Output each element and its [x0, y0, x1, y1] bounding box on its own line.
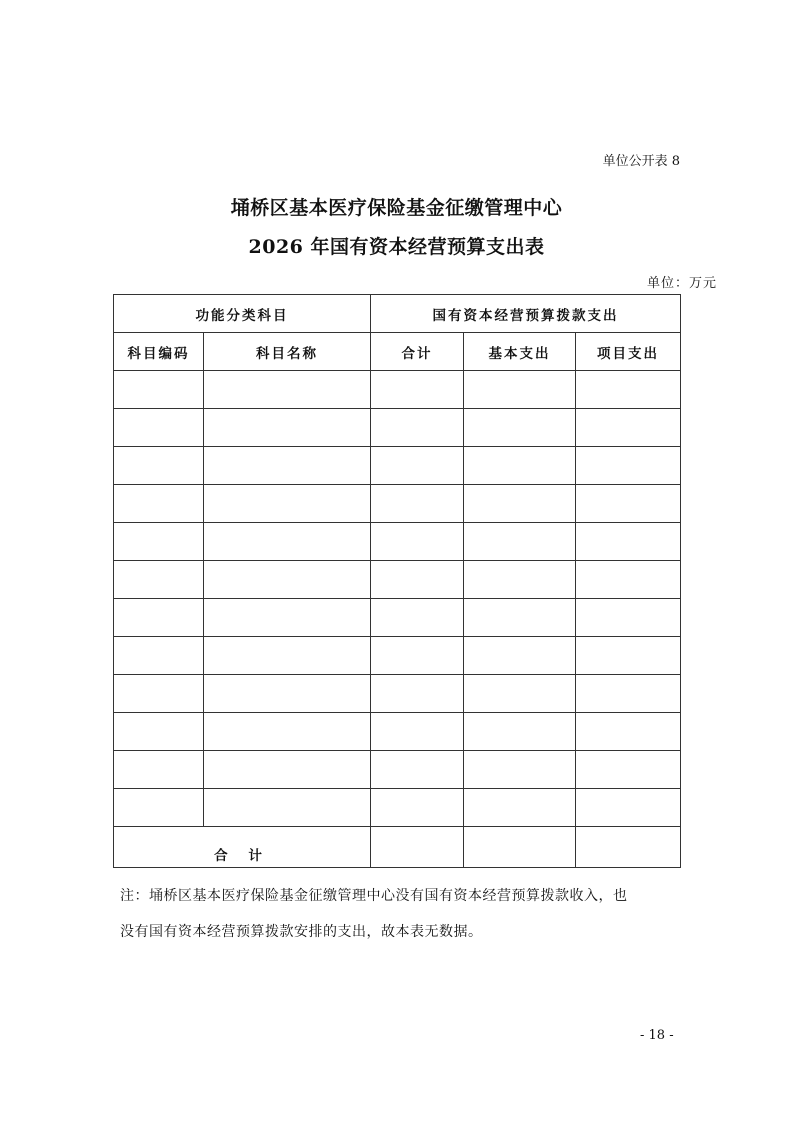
table-cell — [576, 789, 681, 827]
table-cell — [371, 751, 464, 789]
total-cell — [576, 827, 681, 868]
table-cell — [464, 371, 576, 409]
table-cell — [114, 789, 204, 827]
table-cell — [576, 561, 681, 599]
table-cell — [114, 447, 204, 485]
table-cell — [464, 789, 576, 827]
table-row — [114, 713, 681, 751]
table-cell — [464, 675, 576, 713]
budget-table — [113, 294, 681, 868]
group-header-expenditure: 国有资本经营预算拨款支出 — [371, 295, 681, 333]
table-cell — [576, 485, 681, 523]
table-cell — [464, 561, 576, 599]
note-line: 注：埇桥区基本医疗保险基金征缴管理中心没有国有资本经营预算拨款收入，也 — [120, 888, 628, 904]
page-title: 埇桥区基本医疗保险基金征缴管理中心 — [230, 197, 563, 219]
page-subtitle: 2026 年国有资本经营预算支出表 — [248, 236, 545, 258]
table-cell — [114, 371, 204, 409]
table-cell — [204, 675, 371, 713]
table-row — [114, 371, 681, 409]
column-header: 项目支出 — [576, 333, 681, 371]
table-cell — [371, 789, 464, 827]
unit-label: 单位：万元 — [646, 276, 717, 291]
table-cell — [464, 485, 576, 523]
total-cell — [464, 827, 576, 868]
table-cell — [114, 561, 204, 599]
table-cell — [464, 409, 576, 447]
total-cell — [371, 827, 464, 868]
table-cell — [576, 637, 681, 675]
group-header-function: 功能分类科目 — [114, 295, 371, 333]
table-cell — [576, 371, 681, 409]
table-cell — [371, 447, 464, 485]
page-number: - 18 - — [640, 1028, 674, 1043]
table-cell — [114, 599, 204, 637]
table-row — [114, 675, 681, 713]
table-cell — [204, 713, 371, 751]
table-cell — [576, 713, 681, 751]
table-cell — [371, 675, 464, 713]
table-cell — [204, 561, 371, 599]
total-row — [114, 827, 681, 868]
column-header-row — [114, 333, 681, 371]
table-cell — [464, 637, 576, 675]
table-cell — [371, 561, 464, 599]
table-row — [114, 751, 681, 789]
table-cell — [371, 523, 464, 561]
table-cell — [464, 523, 576, 561]
table-cell — [371, 485, 464, 523]
table-cell — [204, 447, 371, 485]
table-cell — [204, 789, 371, 827]
table-cell — [204, 485, 371, 523]
note-line: 没有国有资本经营预算拨款安排的支出，故本表无数据。 — [120, 924, 483, 940]
table-cell — [576, 409, 681, 447]
table-cell — [114, 485, 204, 523]
table-cell — [576, 751, 681, 789]
table-row — [114, 409, 681, 447]
table-row — [114, 485, 681, 523]
table-cell — [371, 637, 464, 675]
table-cell — [576, 447, 681, 485]
table-cell — [371, 713, 464, 751]
table-cell — [204, 637, 371, 675]
form-number: 单位公开表 8 — [602, 154, 680, 169]
table-cell — [464, 713, 576, 751]
column-header: 科目名称 — [204, 333, 371, 371]
table-cell — [464, 599, 576, 637]
table-cell — [576, 675, 681, 713]
table-cell — [464, 751, 576, 789]
table-row — [114, 637, 681, 675]
column-header: 合计 — [371, 333, 464, 371]
table-cell — [576, 523, 681, 561]
column-header: 科目编码 — [114, 333, 204, 371]
note — [120, 878, 690, 950]
table-cell — [114, 675, 204, 713]
table-row — [114, 561, 681, 599]
table-cell — [114, 409, 204, 447]
table-cell — [371, 409, 464, 447]
table-cell — [204, 409, 371, 447]
table-row — [114, 447, 681, 485]
table-cell — [114, 523, 204, 561]
table-cell — [204, 371, 371, 409]
table-cell — [204, 599, 371, 637]
table-cell — [114, 751, 204, 789]
table-row — [114, 599, 681, 637]
table-cell — [371, 599, 464, 637]
table-cell — [114, 713, 204, 751]
total-label: 合 计 — [114, 827, 371, 868]
table-cell — [464, 447, 576, 485]
table-cell — [204, 523, 371, 561]
table-row — [114, 523, 681, 561]
table-cell — [371, 371, 464, 409]
group-header-row — [114, 295, 681, 333]
table-cell — [204, 751, 371, 789]
column-header: 基本支出 — [464, 333, 576, 371]
table-row — [114, 789, 681, 827]
table-cell — [114, 637, 204, 675]
table-cell — [576, 599, 681, 637]
